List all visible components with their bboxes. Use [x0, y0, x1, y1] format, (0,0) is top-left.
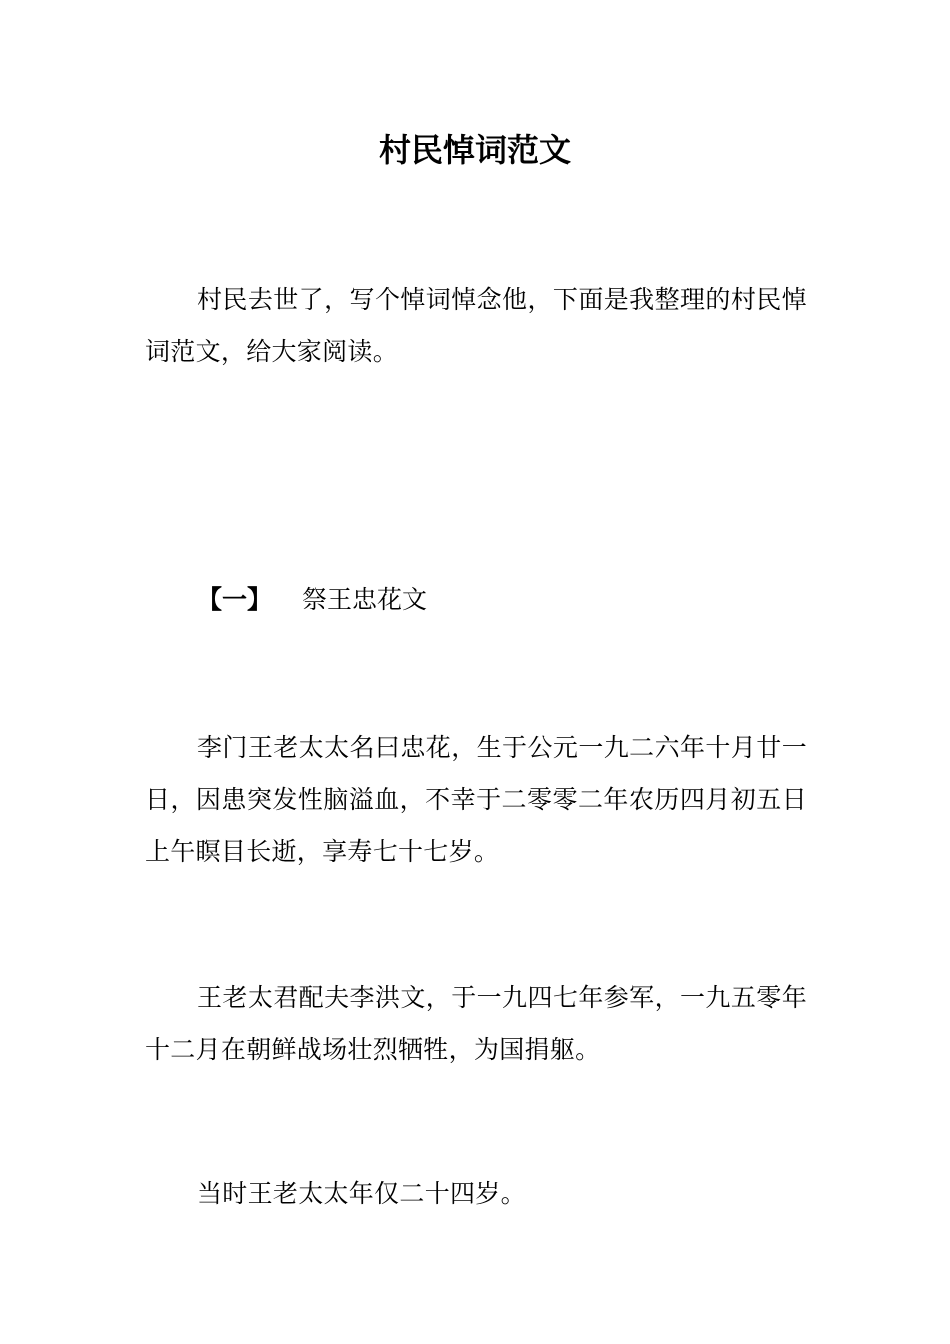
document-title: 村民悼词范文	[378, 131, 571, 169]
section-marker: 【一】	[197, 585, 273, 614]
body-paragraph-3: 当时王老太太年仅二十四岁。	[197, 1179, 526, 1208]
intro-paragraph: 村民去世了，写个悼词悼念他，下面是我整理的村民悼词范文，给大家阅读。	[145, 285, 807, 366]
body-paragraph-1: 李门王老太太名曰忠花，生于公元一九二六年十月廿一日，因患突发性脑溢血，不幸于二零零二年农历四月初五日上午瞑目长逝，享寿七十七岁。	[145, 733, 807, 866]
section-title: 祭王忠花文	[302, 585, 428, 614]
body-paragraph-2: 王老太君配夫李洪文，于一九四七年参军，一九五零年十二月在朝鲜战场壮烈牺牲，为国捐躯。	[145, 983, 807, 1064]
section-heading	[197, 574, 427, 626]
